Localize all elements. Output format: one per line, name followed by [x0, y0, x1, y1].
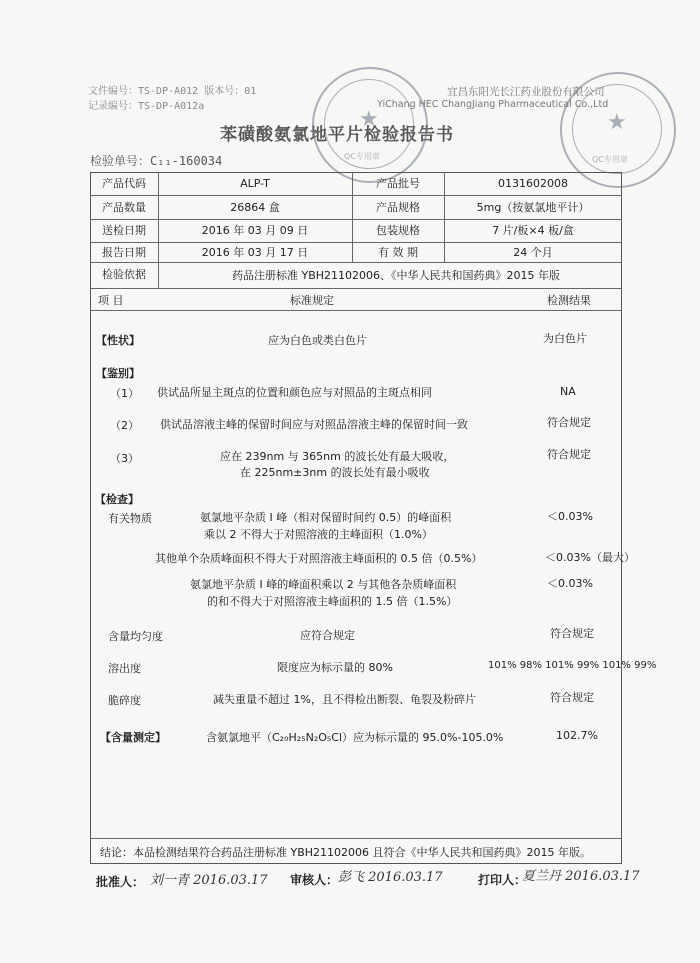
spec-value: 5mg（按氨氯地平计） [476, 201, 590, 214]
star-icon: ★ [359, 107, 379, 132]
quantity-value: 26864 盒 [230, 201, 280, 214]
ident2-number: （2） [110, 419, 139, 432]
rule [90, 310, 622, 311]
related2-standard: 其他单个杂质峰面积不得大于对照溶液主峰面积的 0.5 倍（0.5%） [155, 552, 483, 565]
validity-value: 24 个月 [513, 246, 553, 259]
validity-label: 有 效 期 [378, 246, 418, 259]
rule [90, 195, 445, 196]
related-substances-label: 有关物质 [108, 512, 152, 525]
content-uniformity-standard: 应符合规定 [300, 629, 355, 642]
pack-label: 包装规格 [376, 224, 420, 237]
approver-signature: 刘一青 2016.03.17 [150, 873, 268, 888]
dissolution-result: 101% 98% 101% 99% 101% 99% [488, 660, 657, 671]
related1-standard-line1: 氨氯地平杂质 I 峰（相对保留时间约 0.5）的峰面积 [200, 511, 452, 524]
sent-date-value: 2016 年 03 月 09 日 [201, 224, 309, 237]
batch-value: 0131602008 [498, 177, 568, 190]
content-uniformity-label: 含量均匀度 [108, 630, 163, 643]
star-icon: ★ [607, 110, 627, 135]
section-identification: 【鉴别】 [96, 367, 140, 380]
related3-standard-line2: 的和不得大于对照溶液主峰面积的 1.5 倍（1.5%） [207, 595, 458, 608]
file-number: 文件编号：TS-DP-A012 版本号：01 [88, 86, 257, 97]
rule [444, 195, 622, 196]
sent-date-label: 送检日期 [102, 224, 146, 237]
ident3-standard-line2: 在 225nm±3nm 的波长处有最小吸收 [240, 466, 430, 479]
qc-stamp-left [312, 67, 428, 183]
ident1-result: NA [560, 385, 576, 398]
rule [90, 288, 622, 289]
related3-standard-line1: 氨氯地平杂质 I 峰的峰面积乘以 2 与其他各杂质峰面积 [190, 578, 457, 591]
report-date-label: 报告日期 [102, 246, 146, 259]
friability-result: 符合规定 [550, 691, 594, 704]
rule [444, 262, 622, 263]
product-code-value: ALP-T [240, 177, 270, 190]
record-number: 记录编号：TS-DP-A012a [88, 101, 205, 112]
report-date-value: 2016 年 03 月 17 日 [201, 246, 309, 259]
company-name-cn: 宜昌东阳光长江药业股份有限公司 [447, 86, 605, 98]
column-item: 项 目 [98, 294, 124, 307]
pack-value: 7 片/板×4 板/盒 [492, 224, 574, 237]
column-standard: 标准规定 [290, 294, 334, 307]
qc-stamp-right [560, 72, 676, 188]
rule [444, 219, 622, 220]
related2-result: ＜0.03%（最大） [545, 551, 635, 564]
basis-label: 检验依据 [102, 268, 146, 281]
report-number: 检验单号：C₁₁-160034 [90, 154, 223, 168]
column-result: 检测结果 [547, 294, 591, 307]
stamp-qc-label: QC专用章 [344, 152, 380, 161]
reviewer-label: 审核人： [290, 873, 339, 887]
ident3-standard-line1: 应在 239nm 与 365nm 的波长处有最大吸收， [220, 450, 455, 463]
reviewer-signature: 彭飞 2016.03.17 [338, 870, 443, 885]
company-name-en: YiChang HEC ChangJiang Pharmaceutical Co.,Ltd [377, 99, 609, 110]
ident1-standard: 供试品所显主斑点的位置和颜色应与对照品的主斑点相同 [157, 386, 432, 399]
rule [90, 262, 445, 263]
rule [90, 219, 445, 220]
spec-label: 产品规格 [376, 201, 420, 214]
approver-label: 批准人： [96, 875, 145, 889]
related1-standard-line2: 乘以 2 不得大于对照溶液的主峰面积（1.0%） [204, 528, 433, 541]
ident3-result: 符合规定 [547, 448, 591, 461]
dissolution-standard: 限度应为标示量的 80% [277, 661, 393, 674]
friability-label: 脆碎度 [108, 694, 141, 707]
product-code-label: 产品代码 [102, 177, 146, 190]
ident2-result: 符合规定 [547, 416, 591, 429]
friability-standard: 减失重量不超过 1%，且不得检出断裂、龟裂及粉碎片 [213, 693, 476, 706]
batch-label: 产品批号 [376, 177, 420, 190]
section-assay: 【含量测定】 [100, 731, 166, 744]
basis-value: 药品注册标准 YBH21102006、《中华人民共和国药典》2015 年版 [232, 269, 561, 282]
assay-result: 102.7% [556, 729, 598, 742]
ident3-number: （3） [110, 452, 139, 465]
ident1-number: （1） [110, 387, 139, 400]
quantity-label: 产品数量 [102, 201, 146, 214]
content-uniformity-result: 符合规定 [550, 627, 594, 640]
rule [90, 838, 622, 839]
report-title: 苯磺酸氨氯地平片检验报告书 [220, 125, 454, 145]
char-result: 为白色片 [543, 332, 587, 345]
rule [444, 242, 622, 243]
dissolution-label: 溶出度 [108, 662, 141, 675]
section-characteristics: 【性状】 [96, 334, 140, 347]
related1-result: ＜0.03% [547, 510, 593, 523]
ident2-standard: 供试品溶液主峰的保留时间应与对照品溶液主峰的保留时间一致 [160, 418, 468, 431]
char-standard: 应为白色或类白色片 [268, 334, 367, 347]
conclusion: 结论：本品检测结果符合药品注册标准 YBH21102006 且符合《中华人民共和国药典》2015 年版。 [100, 846, 592, 859]
printer-label: 打印人： [478, 873, 527, 887]
stamp-qc-label: QC专用章 [592, 155, 628, 164]
assay-standard: 含氨氯地平（C₂₀H₂₅N₂O₅Cl）应为标示量的 95.0%-105.0% [206, 731, 504, 744]
section-checks: 【检查】 [95, 493, 139, 506]
printer-signature: 夏兰丹 2016.03.17 [522, 869, 640, 884]
rule [90, 242, 445, 243]
related3-result: ＜0.03% [547, 577, 593, 590]
